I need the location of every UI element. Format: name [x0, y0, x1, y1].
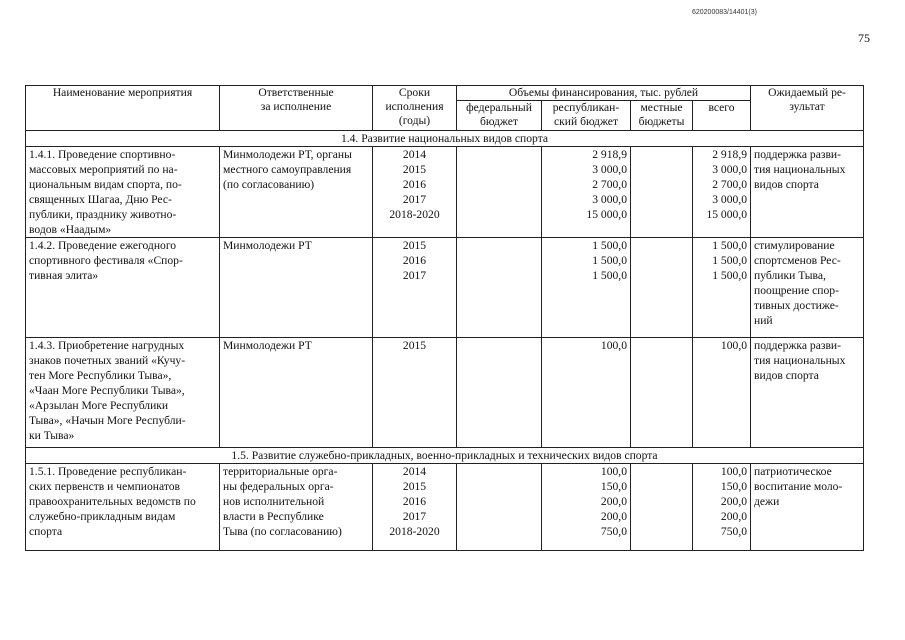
total-budget: 100,0	[693, 338, 751, 448]
section-title: 1.5. Развитие служебно-прикладных, военно-прикладных и технических видов спорта	[26, 448, 864, 464]
page-number: 75	[858, 31, 870, 45]
header-local: местные бюджеты	[631, 101, 693, 131]
responsible: Минмолодежи РТ	[220, 338, 373, 448]
header-republic: республикан- ский бюджет	[542, 101, 631, 131]
republic-budget: 2 918,9 3 000,0 2 700,0 3 000,0 15 000,0	[542, 147, 631, 238]
total-budget: 100,0 150,0 200,0 200,0 750,0	[693, 464, 751, 551]
total-budget: 1 500,0 1 500,0 1 500,0	[693, 238, 751, 338]
section-row	[26, 131, 864, 147]
header-row-1	[26, 86, 864, 101]
responsible: Минмолодежи РТ	[220, 238, 373, 338]
table-row	[26, 338, 864, 448]
local-budget	[631, 338, 693, 448]
header-responsible: Ответственные за исполнение	[220, 86, 373, 131]
republic-budget: 100,0 150,0 200,0 200,0 750,0	[542, 464, 631, 551]
local-budget	[631, 238, 693, 338]
table-row	[26, 464, 864, 551]
local-budget	[631, 147, 693, 238]
header-financing: Объемы финансирования, тыс. рублей	[457, 86, 751, 101]
table-row	[26, 147, 864, 238]
responsible: территориальные орга- ны федеральных орга- нов исполнительной власти в Республике Тыва (по согласованию)	[220, 464, 373, 551]
activity-name: 1.4.1. Проведение спортивно- массовых мероприятий по на- циональным видам спорта, по- священных Шагаа, Дню Рес- публики, празднику животно- водов «Наадым»	[26, 147, 220, 238]
financing-table	[25, 85, 864, 551]
expected-result: стимулирование спортсменов Рес- публики Тыва, поощрение спор- тивных достиже- ний	[751, 238, 864, 338]
header-result: Ожидаемый ре- зультат	[751, 86, 864, 131]
federal-budget	[457, 338, 542, 448]
activity-name: 1.4.2. Проведение ежегодного спортивного фестиваля «Спор- тивная элита»	[26, 238, 220, 338]
federal-budget	[457, 238, 542, 338]
expected-result: поддержка разви- тия национальных видов спорта	[751, 338, 864, 448]
expected-result: поддержка разви- тия национальных видов спорта	[751, 147, 864, 238]
federal-budget	[457, 147, 542, 238]
header-terms: Сроки исполнения (годы)	[373, 86, 457, 131]
years: 2014 2015 2016 2017 2018-2020	[373, 464, 457, 551]
document-id: 620200083/14401(3)	[691, 9, 757, 16]
section-row	[26, 448, 864, 464]
local-budget	[631, 464, 693, 551]
responsible: Минмолодежи РТ, органы местного самоуправления (по согласованию)	[220, 147, 373, 238]
header-name: Наименование мероприятия	[26, 86, 220, 131]
header-total: всего	[693, 101, 751, 131]
total-budget: 2 918,9 3 000,0 2 700,0 3 000,0 15 000,0	[693, 147, 751, 238]
activity-name: 1.4.3. Приобретение нагрудных знаков почетных званий «Кучу- тен Моге Республики Тыва», «Чаан Моге Республики Тыва», «Арзылан Моге Республики Тыва», «Начын Моге Республи- ки Тыва»	[26, 338, 220, 448]
activity-name: 1.5.1. Проведение республикан- ских первенств и чемпионатов правоохранительных ведомств по служебно-прикладным видам спорта	[26, 464, 220, 551]
years: 2015	[373, 338, 457, 448]
federal-budget	[457, 464, 542, 551]
years: 2015 2016 2017	[373, 238, 457, 338]
header-federal: федеральный бюджет	[457, 101, 542, 131]
table-row	[26, 238, 864, 338]
section-title: 1.4. Развитие национальных видов спорта	[26, 131, 864, 147]
expected-result: патриотическое воспитание моло- дежи	[751, 464, 864, 551]
republic-budget: 1 500,0 1 500,0 1 500,0	[542, 238, 631, 338]
republic-budget: 100,0	[542, 338, 631, 448]
years: 2014 2015 2016 2017 2018-2020	[373, 147, 457, 238]
